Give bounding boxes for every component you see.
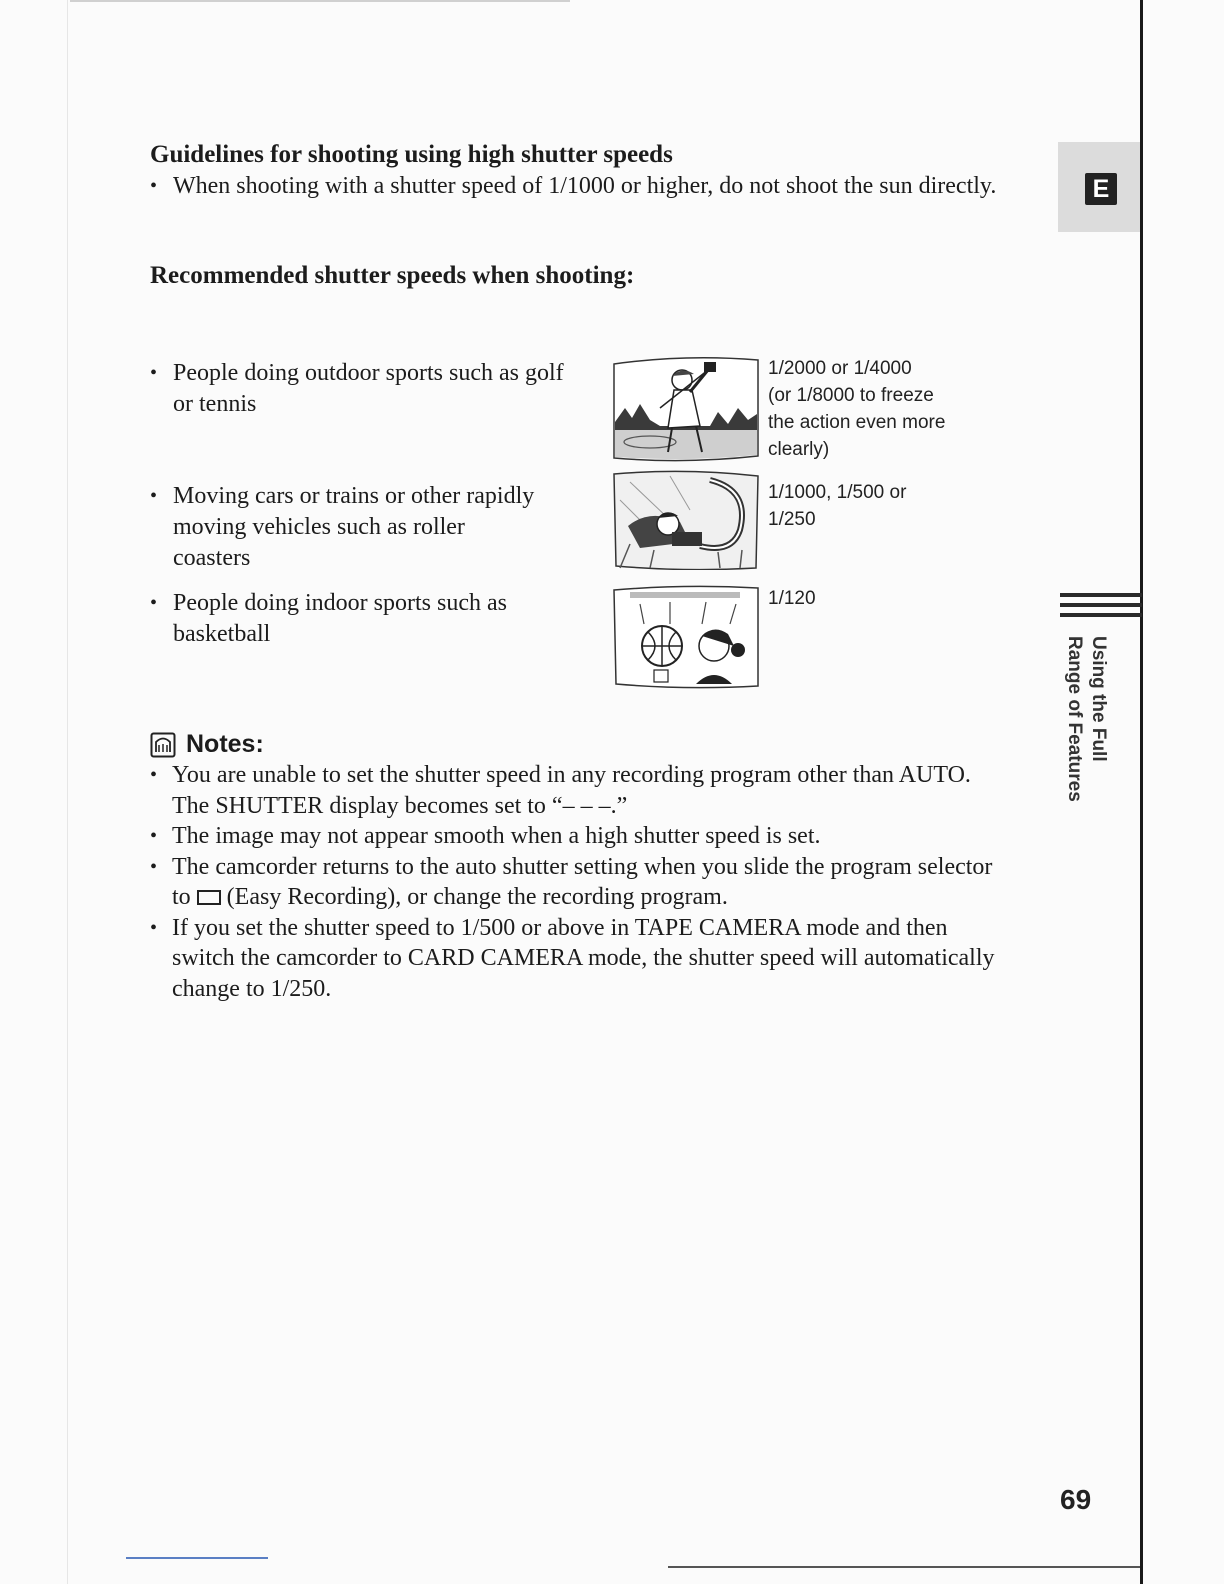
guidelines-list — [150, 171, 1010, 202]
speed-vehicles: 1/1000, 1/500 or 1/250 — [768, 482, 907, 530]
notes-title: Notes: — [186, 730, 264, 758]
outdoor-sports-text: • People doing outdoor sports such as golf or tennis — [150, 358, 570, 420]
notes-list — [150, 760, 1010, 1004]
note-item — [150, 852, 1010, 913]
indoor-sports-text: • People doing indoor sports such as basketball — [150, 588, 570, 650]
section-marker-bars — [1060, 593, 1142, 623]
golfer-illustration — [610, 356, 760, 462]
note-item: • You are unable to set the shutter speed in any recording program other than AUTO. The SHUTTER display becomes set to “– – –.” — [150, 760, 1010, 821]
guidelines-heading: Guidelines for shooting using high shutter speeds — [150, 141, 673, 168]
note-text-after: (Easy Recording), or change the recording program. — [220, 884, 728, 910]
section-title-line1: Using the Full — [1088, 636, 1109, 762]
note-text-before: The camcorder returns to the auto shutter setting when you slide the program selector to — [172, 853, 993, 910]
bottom-underline — [126, 1557, 268, 1559]
basketball-illustration — [610, 584, 760, 690]
guidelines-bullet: • When shooting with a shutter speed of 1/1000 or higher, do not shoot the sun directly. — [150, 171, 1010, 202]
recommended-heading: Recommended shutter speeds when shooting: — [150, 262, 635, 289]
page-top-rule — [70, 0, 570, 2]
vehicles-text: • Moving cars or trains or other rapidly moving vehicles such as roller coasters — [150, 481, 540, 574]
roller-coaster-illustration — [610, 470, 760, 570]
memo-icon — [150, 732, 176, 758]
language-tab-letter: E — [1085, 173, 1117, 205]
note-item: • The image may not appear smooth when a high shutter speed is set. — [150, 821, 1010, 852]
notes-heading — [150, 730, 264, 759]
speed-indoor: 1/120 — [768, 588, 816, 609]
recommended-item-indoor — [150, 588, 570, 650]
easy-recording-icon — [197, 890, 221, 905]
note-item: • If you set the shutter speed to 1/500 or above in TAPE CAMERA mode and then switch the camcorder to CARD CAMERA mode, the shutter speed will automatically change to 1/250. — [150, 913, 1010, 1005]
speed-outdoor: 1/2000 or 1/4000 (or 1/8000 to freeze the action even more clearly) — [768, 358, 946, 460]
section-title-line2: Range of Features — [1064, 636, 1085, 802]
page-right-edge — [1140, 0, 1143, 1584]
page-bottom-rule — [668, 1566, 1140, 1568]
page-left-edge — [67, 0, 68, 1584]
page-number: 69 — [1060, 1484, 1092, 1515]
section-title — [1062, 636, 1110, 836]
recommended-item-outdoor — [150, 358, 570, 420]
recommended-item-vehicles — [150, 481, 540, 574]
